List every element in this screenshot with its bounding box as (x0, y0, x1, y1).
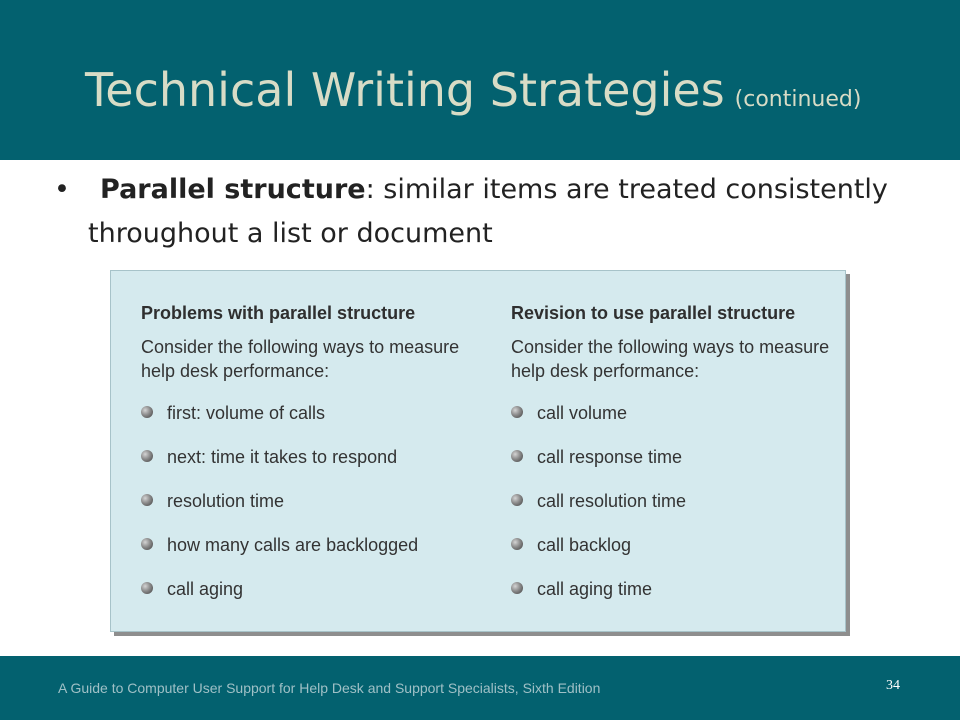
footer-bar (0, 656, 960, 720)
list-item-text: call resolution time (537, 491, 687, 511)
revision-list (511, 391, 851, 611)
title-bar (0, 0, 960, 160)
problems-heading: Problems with parallel structure (141, 303, 416, 323)
bullet-dot-icon (511, 406, 523, 418)
bullet-text (88, 168, 924, 256)
list-item-text: call backlog (537, 535, 632, 555)
list-item-text: next: time it takes to respond (167, 447, 398, 467)
list-item-text: how many calls are backlogged (167, 535, 419, 555)
bullet-dot-icon (141, 450, 153, 462)
bullet-dot-icon (141, 406, 153, 418)
problems-column (141, 301, 481, 611)
list-item (511, 523, 851, 567)
list-item-text: call volume (537, 403, 628, 423)
list-item-text: call aging time (537, 579, 653, 599)
list-item-text: call aging (167, 579, 244, 599)
list-item (511, 391, 851, 435)
revision-column (511, 301, 851, 611)
footer-citation: A Guide to Computer User Support for Help Desk and Support Specialists, Sixth Edition (58, 680, 601, 696)
slide-title-text: Technical Writing Strategies (85, 63, 725, 117)
problems-intro: Consider the following ways to measure help desk performance: (141, 337, 460, 381)
bullet-dot-icon (141, 582, 153, 594)
list-item (141, 391, 481, 435)
bullet-dot-icon (511, 538, 523, 550)
bullet-dot-icon (511, 582, 523, 594)
revision-heading: Revision to use parallel structure (511, 303, 796, 323)
list-item (141, 567, 481, 611)
list-item (141, 523, 481, 567)
list-item-text: call response time (537, 447, 683, 467)
list-item (141, 435, 481, 479)
bullet-marker: • (54, 174, 70, 205)
list-item (141, 479, 481, 523)
bullet-point (54, 168, 924, 256)
revision-intro: Consider the following ways to measure help desk performance: (511, 337, 830, 381)
list-item (511, 567, 851, 611)
slide-title (85, 58, 861, 132)
bullet-term: Parallel structure (100, 174, 366, 205)
parallel-structure-figure (110, 270, 846, 632)
bullet-dot-icon (511, 450, 523, 462)
page-number: 34 (886, 678, 900, 693)
slide-title-suffix: (continued) (734, 87, 862, 112)
bullet-dot-icon (141, 538, 153, 550)
bullet-dot-icon (141, 494, 153, 506)
list-item (511, 479, 851, 523)
bullet-dot-icon (511, 494, 523, 506)
list-item-text: first: volume of calls (167, 403, 326, 423)
problems-list (141, 391, 481, 611)
list-item-text: resolution time (167, 491, 285, 511)
bullet-definition: : similar items are treated consistently throughout a list or document (88, 174, 888, 249)
list-item (511, 435, 851, 479)
